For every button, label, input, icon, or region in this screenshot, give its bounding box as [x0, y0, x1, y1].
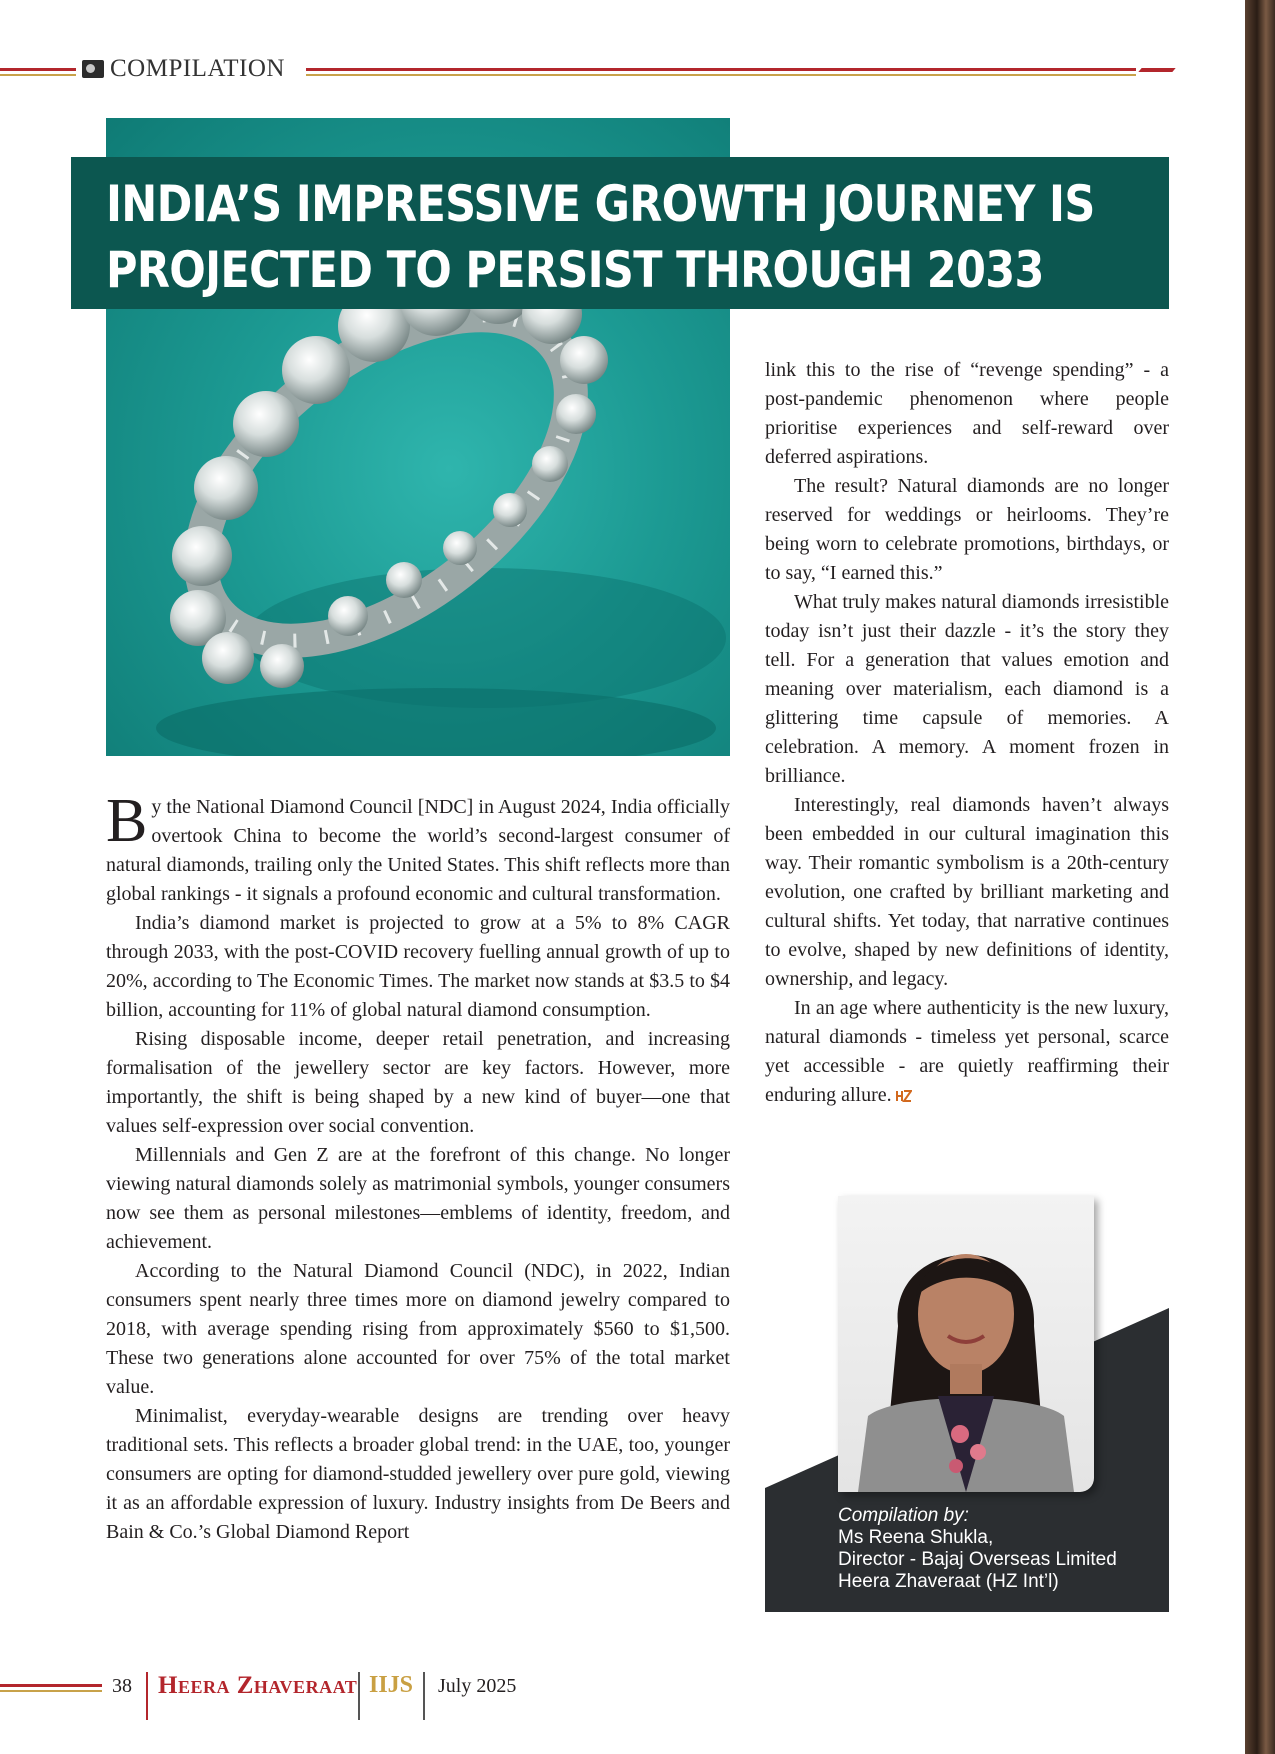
article-left-column: [106, 787, 730, 1547]
paragraph: According to the Natural Diamond Council (NDC), in 2022, Indian consumers spent nearly three times more on diamond jewelry compared to 2018, with average spending rising from approximately $560 to $1,500. These two generations alone accounted for over 75% of the total market value.: [106, 1260, 730, 1398]
paragraph: Minimalist, everyday-wearable designs are trending over heavy traditional sets. This reflects a broader global trend: in the UAE, too, younger consumers are opting for diamond-studded jewellery over pure gold, viewing it as an affordable expression of luxury. Industry insights from De Beers and Bain & Co.’s Global Diamond Report: [106, 1405, 730, 1543]
article-right-column: [765, 356, 1169, 1110]
author-caption: [838, 1505, 1117, 1593]
header-rule-right-gold: [306, 74, 1136, 76]
dropcap: B: [106, 787, 148, 855]
author-photo: [838, 1196, 1094, 1492]
footer-rule-gold: [0, 1690, 102, 1692]
footer-rule: [0, 1684, 102, 1687]
header-rule-left-gold: [0, 74, 76, 76]
paragraph: Millennials and Gen Z are at the forefront of this change. No longer viewing natural diamonds solely as matrimonial symbols, younger consumers now see them as personal milestones—emblems of identity, freedom, and achievement.: [106, 1144, 730, 1253]
paragraph: Interestingly, real diamonds haven’t always been embedded in our cultural imagination this way. Their romantic symbolism is a 20th-century evolution, one crafted by brilliant marketing and cultural shifts. Yet today, that narrative continues to evolve, shaped by new definitions of identity, ownership, and legacy.: [765, 794, 1169, 990]
paragraph: link this to the rise of “revenge spending” - a post-pandemic phenomenon where people prioritise experiences and self-reward over deferred aspirations.: [765, 359, 1169, 468]
paragraph: The result? Natural diamonds are no longer reserved for weddings or heirlooms. They’re being worn to celebrate promotions, birthdays, or to say, “I earned this.”: [765, 475, 1169, 584]
section-label: COMPILATION: [110, 55, 285, 82]
compiled-by-label: Compilation by:: [838, 1505, 969, 1526]
header-rule-right: [306, 68, 1136, 71]
issue-date: July 2025: [438, 1675, 517, 1697]
footer-separator: [146, 1672, 148, 1720]
section-icon: [82, 60, 104, 78]
author-org: Heera Zhaveraat (HZ Int’l): [838, 1571, 1059, 1592]
magazine-brand: Heera Zhaveraat: [158, 1672, 358, 1699]
header-dash: [1154, 68, 1175, 72]
paragraph: Rising disposable income, deeper retail penetration, and increasing formalisation of the jewellery sector are key factors. However, more importantly, the shift is being shaped by a new kind of buyer—one that values self-expression over social convention.: [106, 1028, 730, 1137]
author-portrait: [838, 1196, 1094, 1492]
paragraph: What truly makes natural diamonds irresistible today isn’t just their dazzle - it’s the story they tell. For a generation that values emotion and meaning over materialism, each diamond is a glittering time capsule of memories. A celebration. A memory. A moment frozen in brilliance.: [765, 591, 1169, 787]
article-title-box: [71, 157, 1169, 309]
footer-separator: [358, 1672, 360, 1720]
paragraph: [106, 787, 730, 909]
paragraph-text: In an age where authenticity is the new luxury, natural diamonds - timeless yet personal, scarce yet accessible - are quietly reaffirming their enduring allure.: [765, 997, 1169, 1106]
article-title-line-2: PROJECTED TO PERSIST THROUGH 2033: [106, 241, 1044, 299]
page-edge-strip: [1245, 0, 1275, 1754]
author-title: Director - Bajaj Overseas Limited: [838, 1549, 1117, 1570]
partner-logo-text: IIJS: [369, 1672, 414, 1698]
paragraph-text: y the National Diamond Council [NDC] in August 2024, India officially overtook China to become the world’s second-largest consumer of natural diamonds, trailing only the United States. This shift reflects more than global rankings - it signals a profound economic and cultural transformation.: [106, 796, 730, 905]
author-name: Ms Reena Shukla,: [838, 1527, 994, 1548]
article-title-line-1: INDIA’S IMPRESSIVE GROWTH JOURNEY IS: [106, 175, 1095, 233]
footer-separator: [423, 1672, 425, 1720]
paragraph: India’s diamond market is projected to grow at a 5% to 8% CAGR through 2033, with the post-COVID recovery fuelling annual growth of up to 20%, according to The Economic Times. The market now stands at $3.5 to $4 billion, accounting for 11% of global natural diamond consumption.: [106, 912, 730, 1021]
paragraph: [765, 994, 1169, 1110]
page-number: 38: [112, 1675, 132, 1697]
header-rule-left: [0, 68, 76, 71]
hz-end-mark-icon: [896, 1090, 912, 1102]
